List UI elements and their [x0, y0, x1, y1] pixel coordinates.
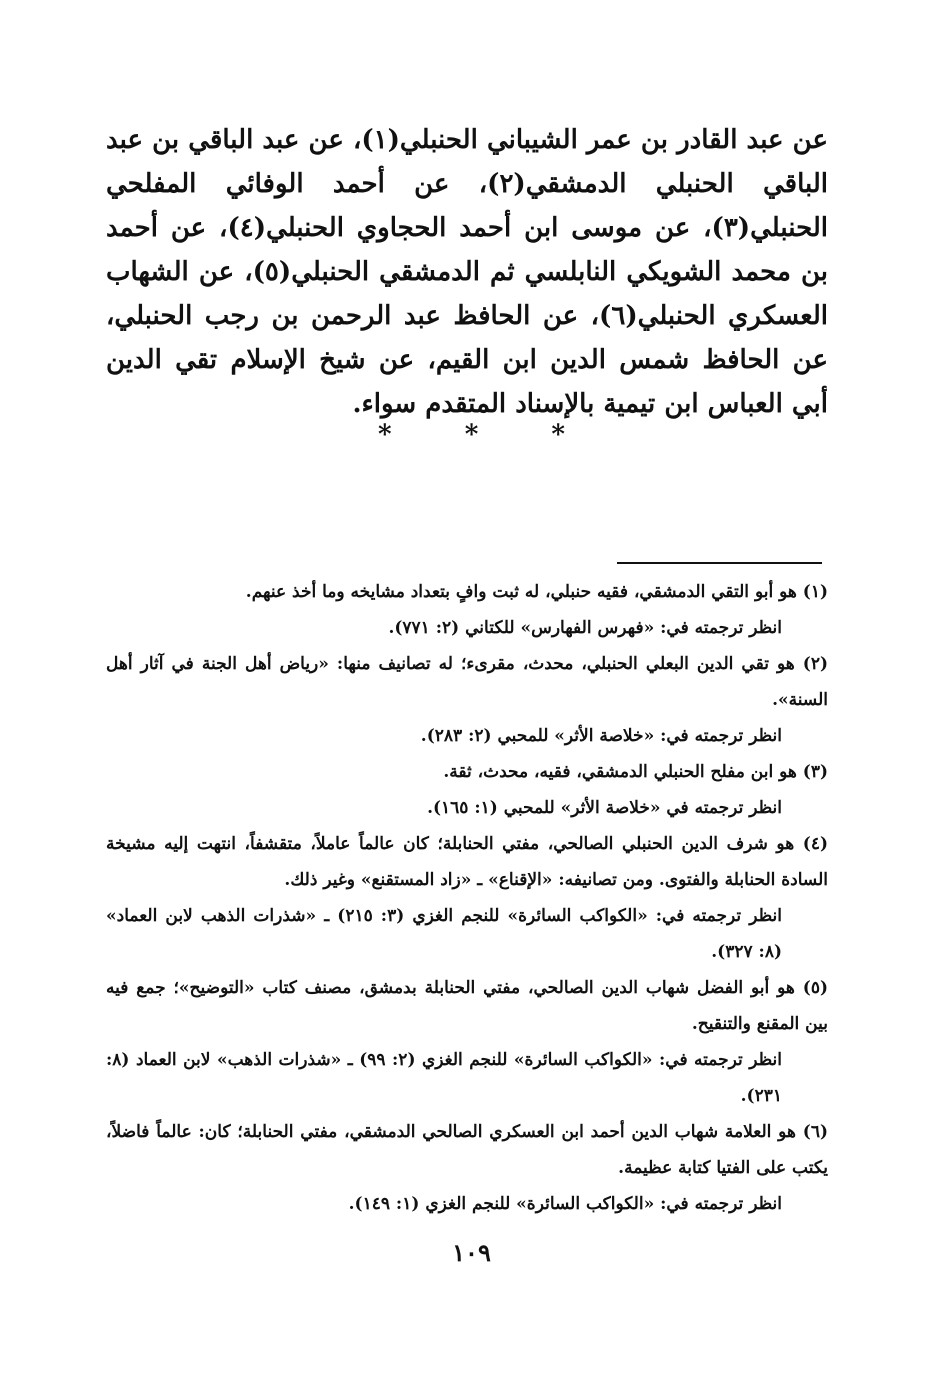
- footnote-2: (٢) هو تقي الدين البعلي الحنبلي، محدث، مقرىء؛ له تصانيف منها: «رياض أهل الجنة في آثار أهل السنة».: [106, 654, 828, 710]
- footnote-6-reference: انظر ترجمته في: «الكواكب السائرة» للنجم الغزي (١: ١٤٩).: [348, 1194, 782, 1214]
- footnote-5-reference: انظر ترجمته في: «الكواكب السائرة» للنجم الغزي (٢: ٩٩) ـ «شذرات الذهب» لابن العماد (٨: ٢٣١).: [106, 1050, 782, 1106]
- footnote-5: (٥) هو أبو الفضل شهاب الدين الصالحي، مفتي الحنابلة بدمشق، مصنف كتاب «التوضيح»؛ جمع فيه بين المقنع والتنقيح.: [106, 978, 828, 1034]
- footnotes-section: [106, 574, 828, 1222]
- section-separator: [0, 420, 943, 450]
- footnote-3: (٣) هو ابن مفلح الحنبلي الدمشقي، فقيه، محدث، ثقة.: [443, 762, 828, 782]
- page-number: ١٠٩: [452, 1238, 491, 1267]
- ornament-asterisk: *: [464, 420, 479, 450]
- footnote-1: (١) هو أبو التقي الدمشقي، فقيه حنبلي، له ثبت وافٍ بتعداد مشايخه وما أخذ عنهم.: [245, 582, 828, 602]
- main-text-block: [106, 118, 828, 426]
- ornament-asterisk: *: [551, 420, 565, 450]
- main-paragraph: عن عبد القادر بن عمر الشيباني الحنبلي(١)، عن عبد الباقي بن عبد الباقي الحنبلي الدمشقي(٢)، عن أحمد الوفائي المفلحي الحنبلي(٣)، عن موسى ابن أحمد الحجاوي الحنبلي(٤)، عن أحمد بن محمد الشويكي النابلسي ثم الدمشقي الحنبلي(٥)، عن الشهاب العسكري الحنبلي(٦)، عن الحافظ عبد الرحمن بن رجب الحنبلي، عن الحافظ شمس الدين ابن القيم، عن شيخ الإسلام تقي الدين أبي العباس ابن تيمية بالإسناد المتقدم سواء.: [106, 125, 829, 419]
- footnote-4: (٤) هو شرف الدين الحنبلي الصالحي، مفتي الحنابلة؛ كان عالماً عاملاً، متقشفاً، انتهت إليه مشيخة السادة الحنابلة والفتوى. ومن تصانيفه: «الإقناع» ـ «زاد المستقنع» وغير ذلك.: [106, 834, 828, 890]
- footnote-divider: [617, 562, 822, 564]
- footnote-4-reference: انظر ترجمته في: «الكواكب السائرة» للنجم الغزي (٣: ٢١٥) ـ «شذرات الذهب لابن العماد» (٨: ٣٢٧).: [106, 906, 782, 962]
- ornament-asterisk: *: [378, 420, 392, 450]
- footnote-3-reference: انظر ترجمته في «خلاصة الأثر» للمحبي (١: ١٦٥).: [427, 798, 782, 818]
- footnote-2-reference: انظر ترجمته في: «خلاصة الأثر» للمحبي (٢: ٢٨٣).: [420, 726, 782, 746]
- footnote-1-reference: انظر ترجمته في: «فهرس الفهارس» للكتاني (٢: ٧٧١).: [388, 618, 782, 638]
- footnote-6: (٦) هو العلامة شهاب الدين أحمد ابن العسكري الصالحي الدمشقي، مفتي الحنابلة؛ كان: عالماً فاضلاً، يكتب على الفتيا كتابة عظيمة.: [106, 1122, 828, 1178]
